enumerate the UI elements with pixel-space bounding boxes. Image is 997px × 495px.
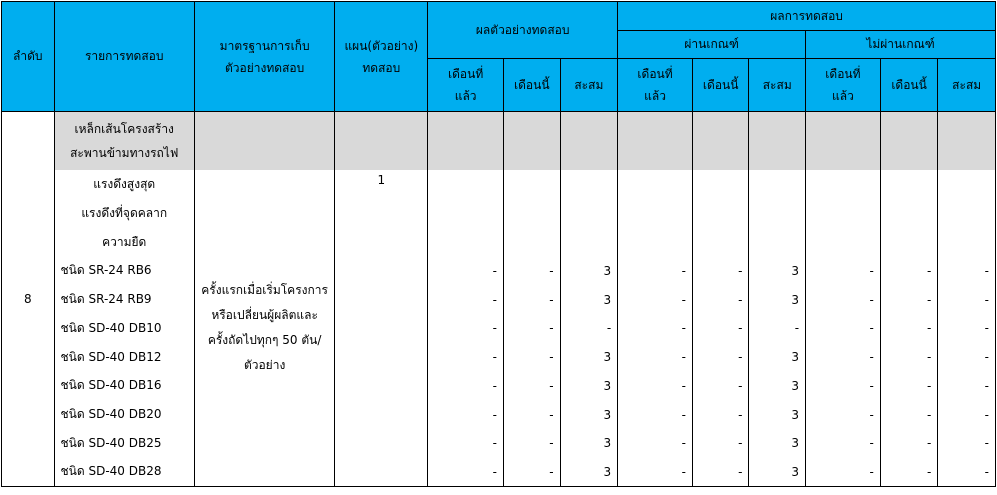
plan-empty xyxy=(335,372,428,401)
plan-empty xyxy=(335,199,428,228)
fail-last-month-line1: เดือนที่ xyxy=(825,67,861,81)
plan-value: 1 xyxy=(335,170,428,199)
header-plan xyxy=(335,2,428,112)
sample-cumulative-header: สะสม xyxy=(560,59,618,112)
table-row xyxy=(2,314,996,343)
pass-last-month-line1: เดือนที่ xyxy=(637,67,673,81)
table-row xyxy=(2,257,996,286)
section-title-line1: เหล็กเส้นโครงสร้าง xyxy=(74,121,174,136)
value-p-this: - xyxy=(692,372,749,401)
table-row xyxy=(2,429,996,458)
header-no: ลำดับ xyxy=(2,2,55,112)
header-standard-line1: มาตรฐานการเก็บ xyxy=(219,38,310,53)
plan-empty xyxy=(335,314,428,343)
value-s-last: - xyxy=(428,458,504,487)
value-s-cum: 3 xyxy=(560,429,618,458)
value-s-cum: 3 xyxy=(560,285,618,314)
sampling-standard-line: ครั้งแรกเมื่อเริ่มโครงการ xyxy=(201,282,328,297)
empty-cell xyxy=(806,199,881,228)
value-s-last: - xyxy=(428,343,504,372)
fail-last-month-header xyxy=(806,59,881,112)
empty-cell xyxy=(618,199,693,228)
value-f-this: - xyxy=(880,400,938,429)
value-f-cum: - xyxy=(938,372,996,401)
sampling-standard-line: ครั้งถัดไปทุกๆ 50 ตัน/ xyxy=(207,332,322,347)
sample-this-month-header: เดือนนี้ xyxy=(504,59,561,112)
header-plan-line1: แผน(ตัวอย่าง) xyxy=(344,38,419,53)
rebar-type: ชนิด SD-40 DB16 xyxy=(54,372,194,401)
sampling-standard xyxy=(194,170,334,487)
value-f-cum: - xyxy=(938,429,996,458)
value-f-this: - xyxy=(880,458,938,487)
section-row xyxy=(2,112,996,170)
value-f-this: - xyxy=(880,285,938,314)
sample-last-month-line1: เดือนที่ xyxy=(448,67,484,81)
sampling-standard-line: หรือเปลี่ยนผู้ผลิตและ xyxy=(211,307,318,322)
empty-cell xyxy=(428,199,504,228)
pass-last-month-header xyxy=(618,59,693,112)
header-test-result: ผลการทดสอบ xyxy=(618,2,996,31)
plan-empty xyxy=(335,343,428,372)
value-p-cum: 3 xyxy=(749,429,806,458)
value-p-cum: 3 xyxy=(749,372,806,401)
value-f-cum: - xyxy=(938,314,996,343)
sub-item-label: ความยืด xyxy=(54,228,194,257)
value-f-cum: - xyxy=(938,400,996,429)
empty-cell xyxy=(618,228,693,257)
empty-cell xyxy=(749,228,806,257)
value-p-last: - xyxy=(618,372,693,401)
value-p-this: - xyxy=(692,458,749,487)
sub-item-row xyxy=(2,170,996,199)
value-s-this: - xyxy=(504,314,561,343)
header-standard-line2: ตัวอย่างทดสอบ xyxy=(225,60,305,75)
header-plan-line2: ทดสอบ xyxy=(362,60,401,75)
rebar-type: ชนิด SD-40 DB12 xyxy=(54,343,194,372)
value-f-last: - xyxy=(806,458,881,487)
value-f-this: - xyxy=(880,257,938,286)
empty-cell xyxy=(504,199,561,228)
table-row xyxy=(2,285,996,314)
value-p-cum: 3 xyxy=(749,285,806,314)
value-p-cum: - xyxy=(749,314,806,343)
empty-cell xyxy=(560,199,618,228)
value-p-cum: 3 xyxy=(749,458,806,487)
value-s-this: - xyxy=(504,343,561,372)
value-s-last: - xyxy=(428,372,504,401)
table-row xyxy=(2,400,996,429)
empty-cell xyxy=(880,170,938,199)
empty-cell xyxy=(560,228,618,257)
header-item: รายการทดสอบ xyxy=(54,2,194,112)
empty-cell xyxy=(880,199,938,228)
plan-empty xyxy=(335,228,428,257)
value-f-last: - xyxy=(806,314,881,343)
value-f-cum: - xyxy=(938,343,996,372)
value-s-this: - xyxy=(504,429,561,458)
value-s-cum: 3 xyxy=(560,458,618,487)
rebar-type: ชนิด SD-40 DB20 xyxy=(54,400,194,429)
plan-empty xyxy=(335,257,428,286)
value-p-cum: 3 xyxy=(749,343,806,372)
sub-item-label: แรงดึงสูงสุด xyxy=(54,170,194,199)
value-s-cum: 3 xyxy=(560,343,618,372)
plan-empty xyxy=(335,458,428,487)
sample-last-month-line2: แล้ว xyxy=(454,89,477,103)
sub-item-label: แรงดึงที่จุดคลาก xyxy=(54,199,194,228)
empty-cell xyxy=(428,228,504,257)
value-s-last: - xyxy=(428,400,504,429)
value-s-this: - xyxy=(504,257,561,286)
fail-this-month-header: เดือนนี้ xyxy=(880,59,938,112)
value-p-this: - xyxy=(692,285,749,314)
rebar-type: ชนิด SR-24 RB9 xyxy=(54,285,194,314)
value-s-this: - xyxy=(504,458,561,487)
sub-item-row xyxy=(2,228,996,257)
empty-cell xyxy=(880,228,938,257)
row-number: 8 xyxy=(2,112,55,487)
empty-cell xyxy=(560,170,618,199)
header-pass: ผ่านเกณฑ์ xyxy=(618,31,806,59)
value-s-cum: 3 xyxy=(560,400,618,429)
value-f-last: - xyxy=(806,372,881,401)
empty-cell xyxy=(806,170,881,199)
sub-item-row xyxy=(2,199,996,228)
pass-last-month-line2: แล้ว xyxy=(644,89,666,103)
fail-cumulative-header: สะสม xyxy=(938,59,996,112)
value-f-this: - xyxy=(880,343,938,372)
value-f-last: - xyxy=(806,400,881,429)
empty-cell xyxy=(428,170,504,199)
value-p-cum: 3 xyxy=(749,400,806,429)
value-p-last: - xyxy=(618,343,693,372)
header-standard xyxy=(194,2,334,112)
value-p-cum: 3 xyxy=(749,257,806,286)
value-p-last: - xyxy=(618,314,693,343)
value-f-this: - xyxy=(880,372,938,401)
empty-cell xyxy=(938,170,996,199)
value-f-last: - xyxy=(806,257,881,286)
rebar-type: ชนิด SR-24 RB6 xyxy=(54,257,194,286)
value-f-cum: - xyxy=(938,458,996,487)
table-row xyxy=(2,372,996,401)
value-s-this: - xyxy=(504,285,561,314)
value-f-cum: - xyxy=(938,257,996,286)
value-f-last: - xyxy=(806,343,881,372)
test-results-table xyxy=(1,1,996,487)
value-s-this: - xyxy=(504,400,561,429)
value-s-last: - xyxy=(428,285,504,314)
value-p-this: - xyxy=(692,314,749,343)
plan-empty xyxy=(335,285,428,314)
value-p-this: - xyxy=(692,400,749,429)
value-f-last: - xyxy=(806,285,881,314)
value-p-last: - xyxy=(618,458,693,487)
table-row xyxy=(2,458,996,487)
value-p-this: - xyxy=(692,429,749,458)
pass-cumulative-header: สะสม xyxy=(749,59,806,112)
empty-cell xyxy=(504,170,561,199)
empty-cell xyxy=(938,228,996,257)
sampling-standard-line: ตัวอย่าง xyxy=(243,357,286,372)
value-p-this: - xyxy=(692,257,749,286)
empty-cell xyxy=(692,228,749,257)
value-f-cum: - xyxy=(938,285,996,314)
empty-cell xyxy=(692,199,749,228)
section-title-line2: สะพานข้ามทางรถไฟ xyxy=(70,145,179,160)
value-f-last: - xyxy=(806,429,881,458)
empty-cell xyxy=(938,199,996,228)
value-f-this: - xyxy=(880,429,938,458)
value-p-this: - xyxy=(692,343,749,372)
value-s-last: - xyxy=(428,314,504,343)
table-row xyxy=(2,343,996,372)
fail-last-month-line2: แล้ว xyxy=(831,89,854,103)
sample-last-month-header xyxy=(428,59,504,112)
empty-cell xyxy=(749,199,806,228)
empty-cell xyxy=(692,170,749,199)
plan-empty xyxy=(335,429,428,458)
empty-cell xyxy=(618,170,693,199)
rebar-type: ชนิด SD-40 DB10 xyxy=(54,314,194,343)
value-s-last: - xyxy=(428,429,504,458)
empty-cell xyxy=(749,170,806,199)
value-s-this: - xyxy=(504,372,561,401)
header-sample-result: ผลตัวอย่างทดสอบ xyxy=(428,2,618,59)
value-s-cum: - xyxy=(560,314,618,343)
section-title xyxy=(54,112,194,170)
value-s-last: - xyxy=(428,257,504,286)
plan-empty xyxy=(335,400,428,429)
value-f-this: - xyxy=(880,314,938,343)
value-s-cum: 3 xyxy=(560,257,618,286)
value-p-last: - xyxy=(618,429,693,458)
rebar-type: ชนิด SD-40 DB25 xyxy=(54,429,194,458)
rebar-type: ชนิด SD-40 DB28 xyxy=(54,458,194,487)
value-s-cum: 3 xyxy=(560,372,618,401)
header-fail: ไม่ผ่านเกณฑ์ xyxy=(806,31,996,59)
empty-cell xyxy=(504,228,561,257)
value-p-last: - xyxy=(618,257,693,286)
value-p-last: - xyxy=(618,400,693,429)
pass-this-month-header: เดือนนี้ xyxy=(692,59,749,112)
value-p-last: - xyxy=(618,285,693,314)
empty-cell xyxy=(806,228,881,257)
